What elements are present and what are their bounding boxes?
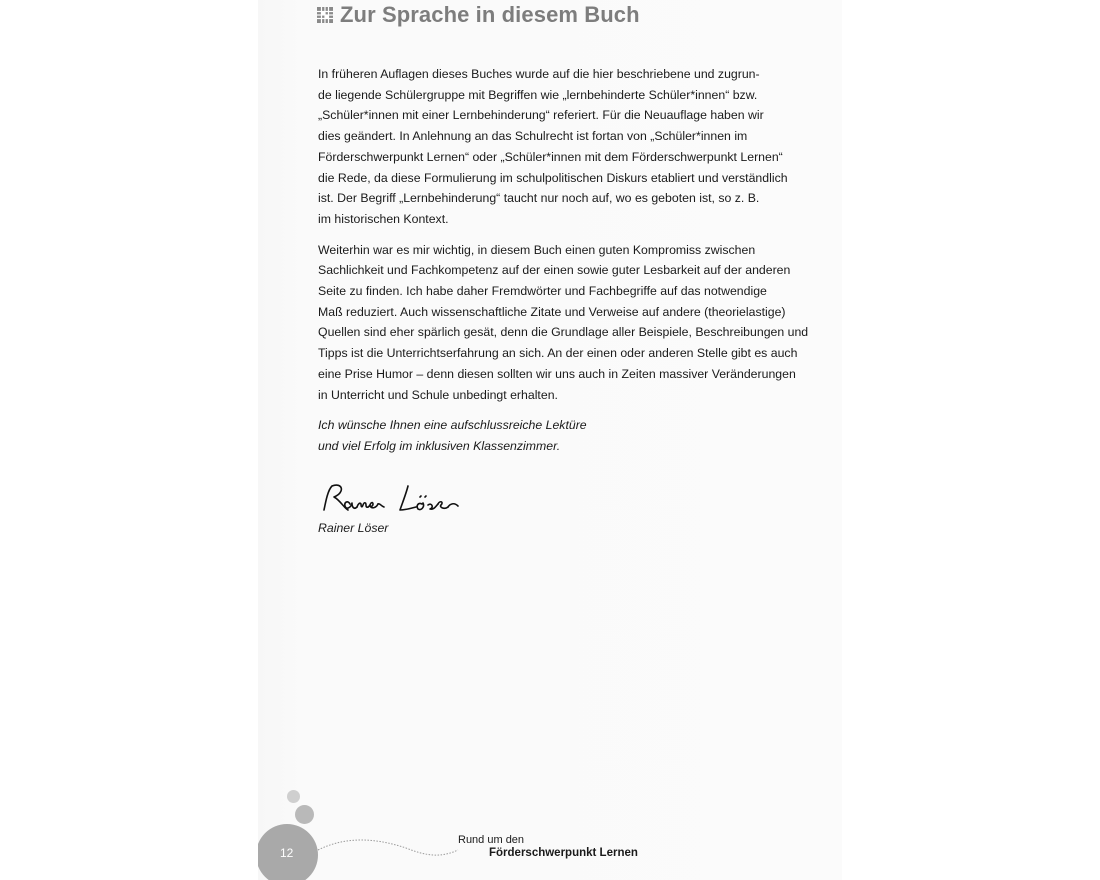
text-line: Tipps ist die Unterrichtserfahrung an sich. An der einen oder anderen Stelle gibt es auch xyxy=(318,346,798,361)
text-line: Förderschwerpunkt Lernen“ oder „Schüler*innen mit dem Förderschwerpunkt Lernen“ xyxy=(318,149,783,164)
text-line: „Schüler*innen mit einer Lernbehinderung“ referiert. Für die Neuauflage haben wir xyxy=(318,108,764,123)
text-line: in Unterricht und Schule unbedingt erhalten. xyxy=(318,387,558,402)
greeting-line: und viel Erfolg im inklusiven Klassenzimmer. xyxy=(318,438,561,453)
text-line: Sachlichkeit und Fachkompetenz auf der einen sowie guter Lesbarkeit auf der anderen xyxy=(318,263,791,278)
page-title: Zur Sprache in diesem Buch xyxy=(340,2,640,27)
text-line: die Rede, da diese Formulierung im schulpolitischen Diskurs etabliert und verständlich xyxy=(318,170,788,185)
paragraph-1 xyxy=(318,64,842,230)
text-line: dies geändert. In Anlehnung an das Schulrecht ist fortan von „Schüler*innen im xyxy=(318,129,748,144)
signer-name: Rainer Löser xyxy=(318,521,389,535)
page-number: 12 xyxy=(280,846,294,860)
text-line: im historischen Kontext. xyxy=(318,211,449,226)
decorative-dotted-curve xyxy=(316,836,466,866)
text-line: In früheren Auflagen dieses Buches wurde auf die hier beschriebene und zugrun- xyxy=(318,67,760,81)
book-page xyxy=(258,0,842,880)
greeting-line: Ich wünsche Ihnen eine aufschlussreiche Lektüre xyxy=(318,418,587,433)
footer-series-title: Förderschwerpunkt Lernen xyxy=(489,847,638,859)
paragraph-2 xyxy=(318,240,842,406)
handwritten-signature xyxy=(318,480,478,520)
text-line: Seite zu finden. Ich habe daher Fremdwörter und Fachbegriffe auf das notwendige xyxy=(318,284,767,299)
text-line: eine Prise Humor – denn diesen sollten wir uns auch in Zeiten massiver Veränderungen xyxy=(318,366,796,381)
body-text xyxy=(318,64,842,467)
text-line: Maß reduziert. Auch wissenschaftliche Zitate und Verweise auf andere (theorielastige) xyxy=(318,304,786,319)
greeting xyxy=(318,415,842,456)
text-line: Weiterhin war es mir wichtig, in diesem Buch einen guten Kompromiss zwischen xyxy=(318,242,756,257)
text-line: de liegende Schülergruppe mit Begriffen wie „lernbehinderte Schüler*innen“ bzw. xyxy=(318,87,758,102)
section-heading xyxy=(316,2,836,28)
puzzle-grid-icon xyxy=(316,6,334,24)
footer-series-label: Rund um den xyxy=(458,834,525,846)
decorative-bubble xyxy=(287,790,300,803)
decorative-bubble xyxy=(295,805,314,824)
text-line: Quellen sind eher spärlich gesät, denn die Grundlage aller Beispiele, Beschreibungen und xyxy=(318,325,809,340)
text-line: ist. Der Begriff „Lernbehinderung“ taucht nur noch auf, wo es geboten ist, so z. B. xyxy=(318,191,760,206)
